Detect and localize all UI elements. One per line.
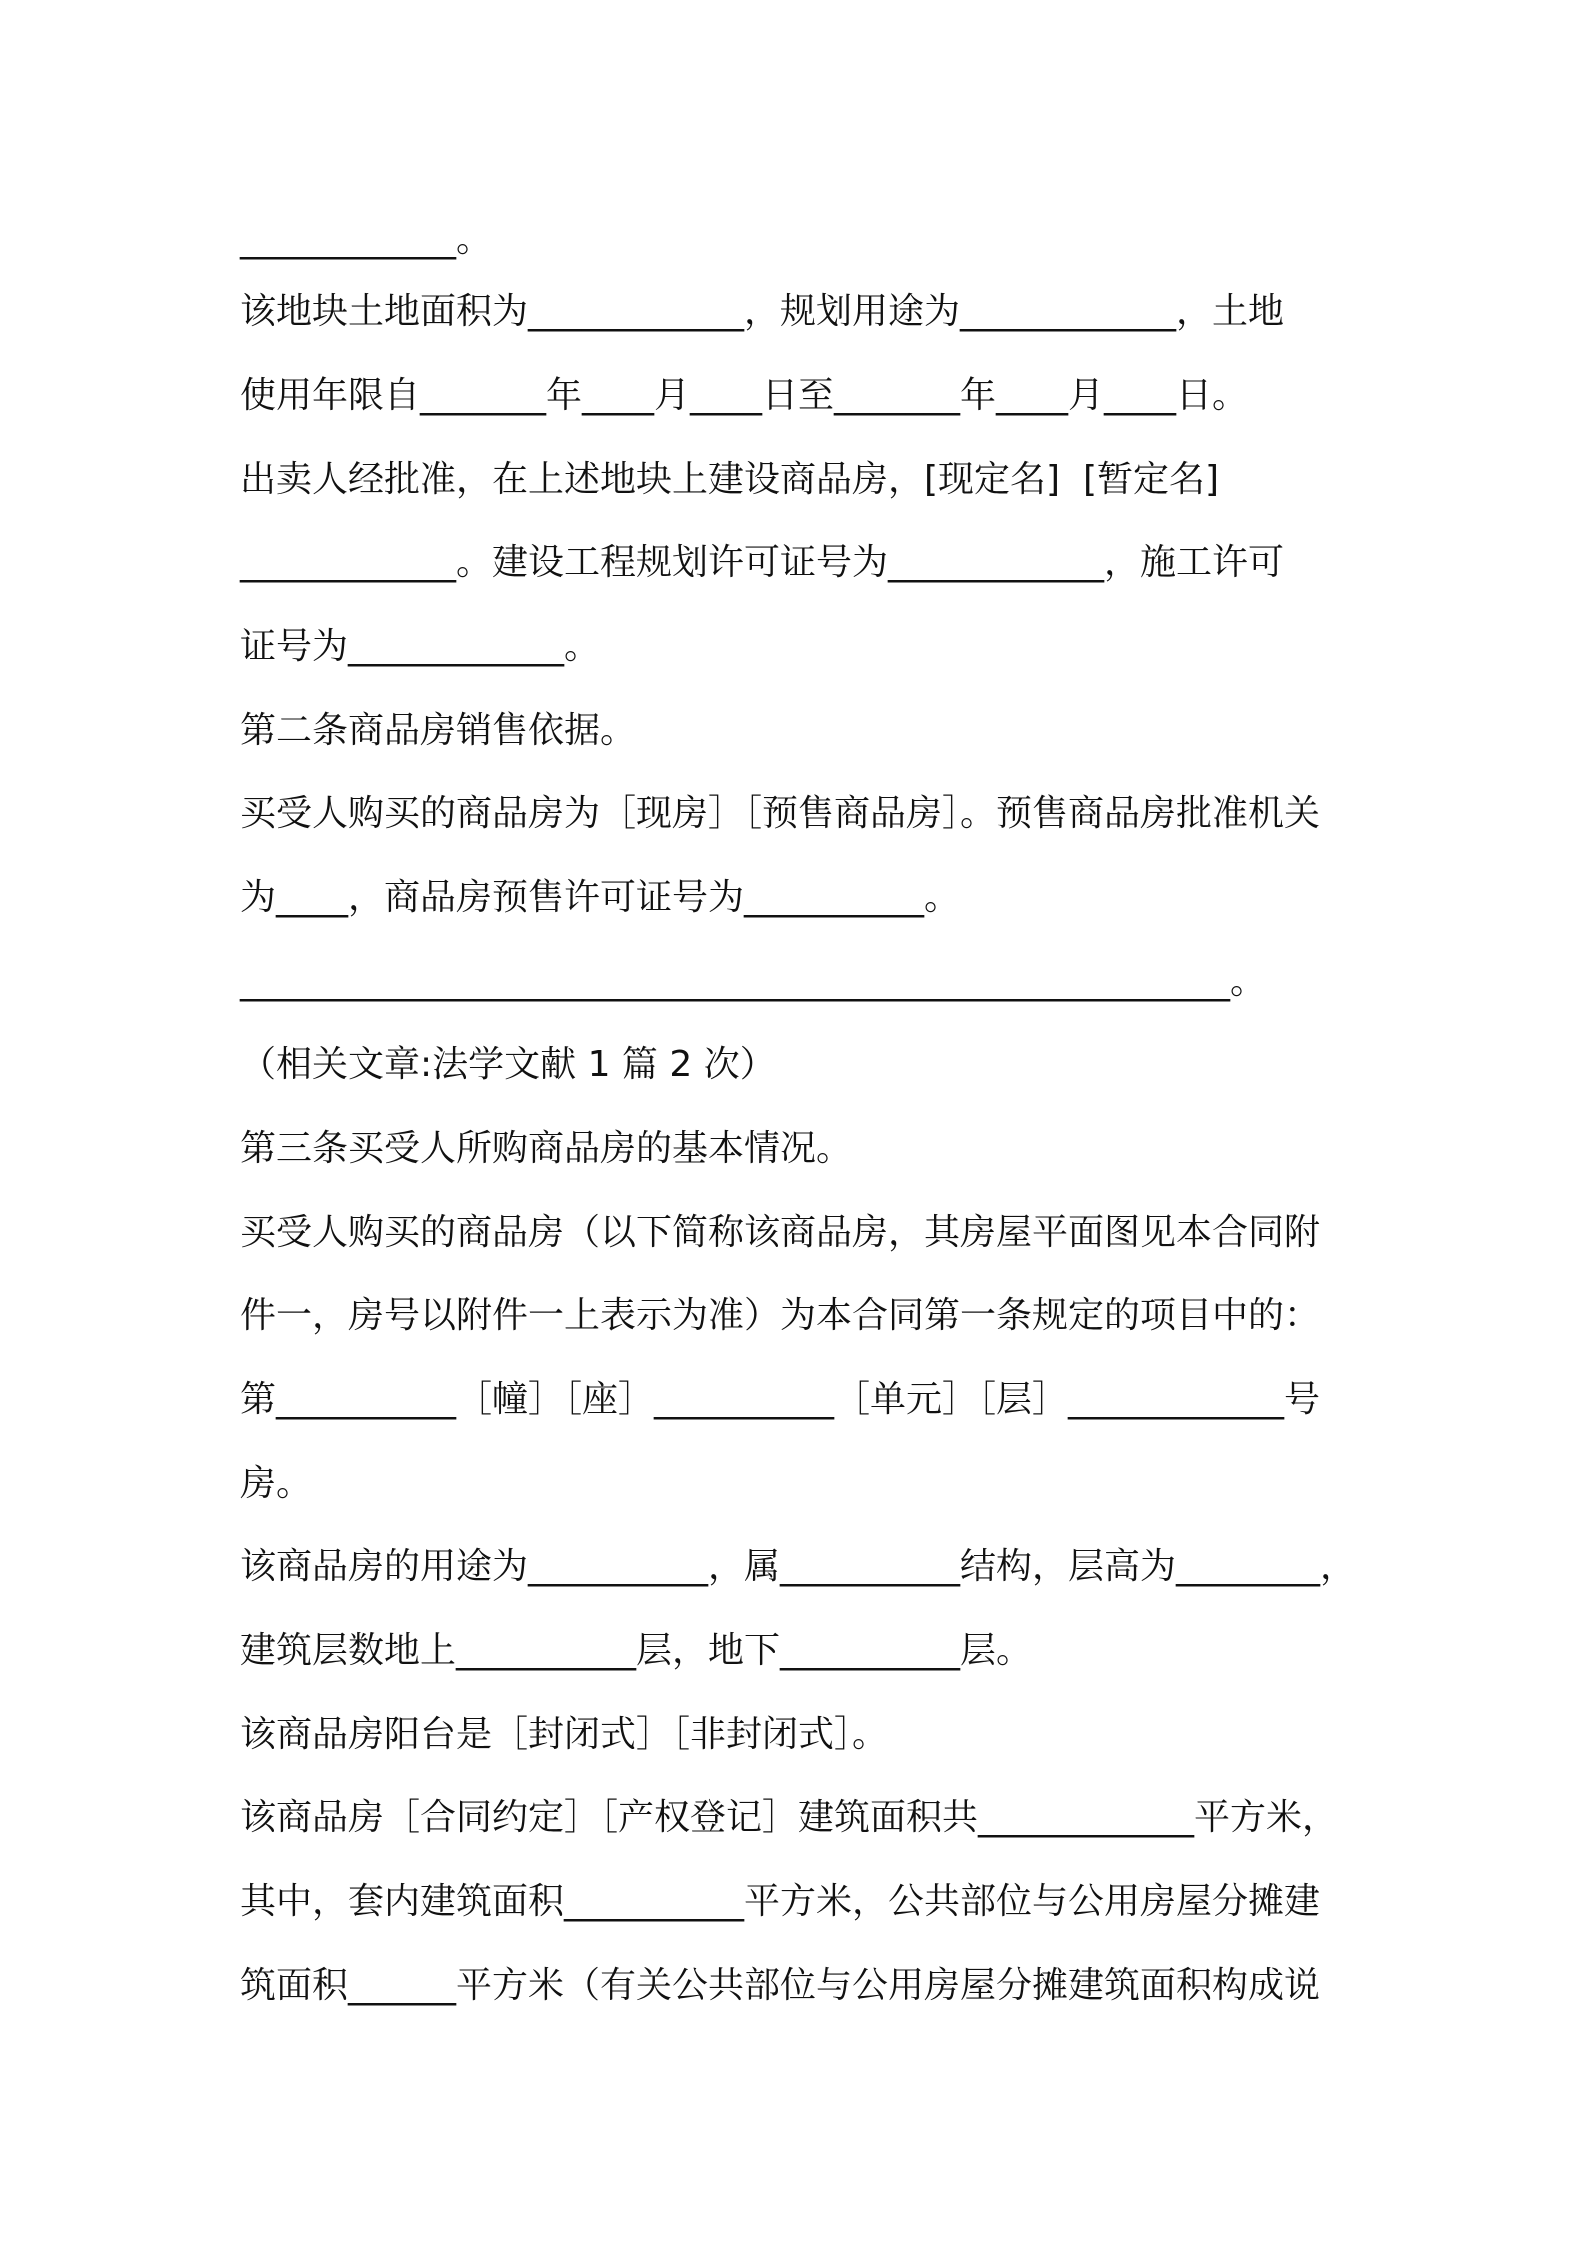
related-article-note: （相关文章:法学文献 1 篇 2 次）	[240, 1044, 776, 1085]
text-line: 件一，房号以附件一上表示为准）为本合同第一条规定的项目中的：	[240, 1295, 1321, 1336]
text-line: 该商品房阳台是［封闭式］［非封闭式］。	[240, 1714, 889, 1755]
text-line: 买受人购买的商品房为［现房］［预售商品房］。预售商品房批准机关	[240, 793, 1321, 834]
text-line: ____________。建设工程规划许可证号为____________，施工许可	[240, 542, 1285, 583]
text-line: 使用年限自_______年____月____日至_______年____月____日。	[240, 375, 1249, 416]
text-line: _______________________________________________________。	[240, 961, 1266, 1002]
text-line: 该商品房的用途为__________，属__________结构，层高为________，	[240, 1546, 1357, 1587]
text-line: 建筑层数地上__________层，地下__________层。	[240, 1630, 1033, 1671]
text-line: 筑面积______平方米（有关公共部位与公用房屋分摊建筑面积构成说	[240, 1965, 1321, 2006]
text-line: 该商品房［合同约定］［产权登记］建筑面积共____________平方米，	[240, 1797, 1339, 1838]
text-line: 出卖人经批准，在上述地块上建设商品房，[现定名] [暂定名]	[240, 459, 1220, 500]
text-line: 其中，套内建筑面积__________平方米，公共部位与公用房屋分摊建	[240, 1881, 1321, 1922]
text-line: 房。	[240, 1463, 313, 1504]
text-line: 该地块土地面积为____________，规划用途为____________，土地	[240, 291, 1285, 332]
text-line: 买受人购买的商品房（以下简称该商品房，其房屋平面图见本合同附	[240, 1212, 1321, 1253]
text-line: 证号为____________。	[240, 626, 601, 667]
article-heading: 第三条买受人所购商品房的基本情况。	[240, 1128, 853, 1169]
text-line: 为____，商品房预售许可证号为__________。	[240, 877, 961, 918]
text-line: ____________。	[240, 219, 493, 260]
article-heading: 第二条商品房销售依据。	[240, 710, 637, 751]
text-line: 第__________［幢］［座］__________［单元］［层］____________号	[240, 1379, 1321, 1420]
